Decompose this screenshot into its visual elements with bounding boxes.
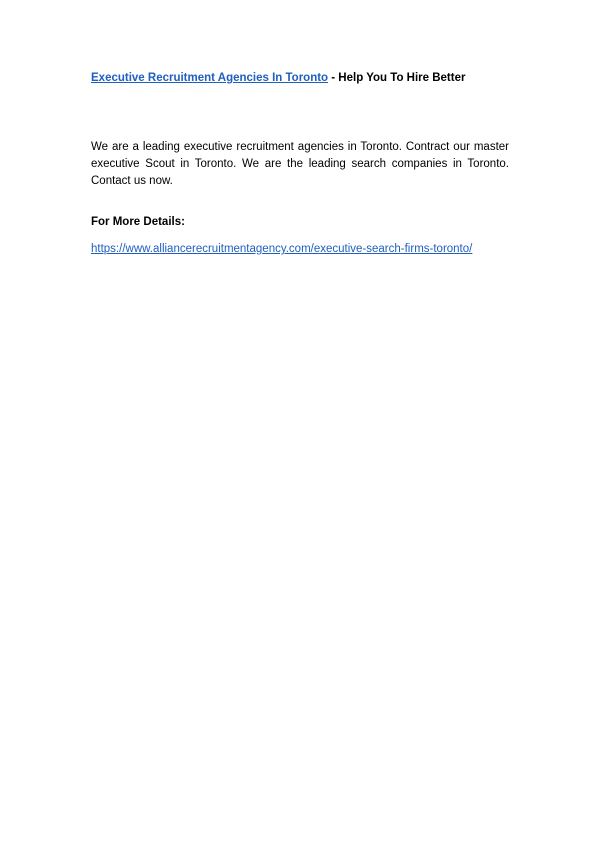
document-heading [91, 70, 511, 86]
details-label: For More Details: [91, 216, 185, 228]
body-paragraph: We are a leading executive recruitment agencies in Toronto. Contract our master executive Scout in Toronto. We are the leading search companies in Toronto. Contact us now. [91, 140, 509, 187]
heading-subtitle: - Help You To Hire Better [328, 72, 466, 84]
heading-link[interactable]: Executive Recruitment Agencies In Toronto [91, 72, 329, 84]
details-url-link[interactable]: https://www.alliancerecruitmentagency.com/executive-search-firms-toronto/ [91, 243, 473, 255]
